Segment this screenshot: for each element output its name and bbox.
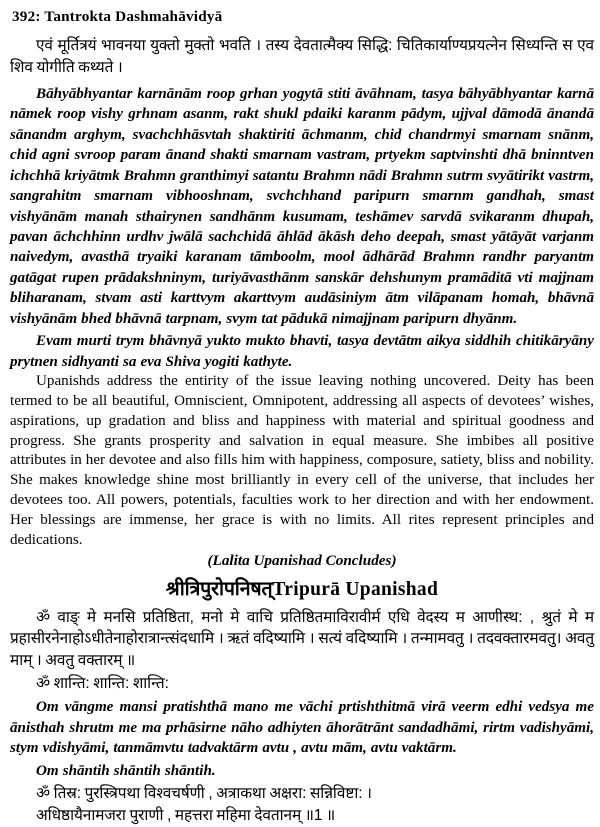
section-heading-tripura-upanishad — [10, 573, 594, 603]
sanskrit-line-shanti-triple: ॐ शान्ति: शान्ति: शान्ति: — [36, 675, 169, 693]
section-heading-latin: Tripurā Upanishad — [272, 578, 439, 600]
sanskrit-paragraph-shanti-mantra: ॐ वाङ् मे मनसि प्रतिष्ठिता, मनो मे वाचि प्रतिष्ठितमाविरावीर्म एधि वेदस्य म आणीस्थ: , श्रुतं मे म प्रहासीरनेनाहोऽधीतेनाहोरात्रान्त्संदधामि । ऋतं वदिष्यामि । सत्यं वदिष्यामि । तन्मामवतु । तदवक्तारमवतु। अवतु माम् । अवतु वक्तारम् ॥ — [10, 608, 594, 669]
transliteration-line-shanti-triple: Om shāntih shāntih shāntih. — [36, 762, 216, 779]
running-head-title: Tantrokta Dashmahāvidyā — [44, 8, 223, 25]
transliteration-paragraph-lalita-closing: Evam murti trym bhāvnyā yukto mukto bhavti, tasya devtātm aikya siddhih chitikāryāny prytnen sidhyanti sa eva Shiva yogiti kathyte. — [10, 333, 594, 370]
running-head-separator: : — [35, 8, 41, 25]
running-head — [12, 8, 594, 26]
section-heading-devanagari: श्रीत्रिपुरोपनिषत् — [165, 577, 273, 600]
upanishad-concludes-note: (Lalita Upanishad Concludes) — [207, 551, 397, 569]
english-commentary-paragraph: Upanishds address the entirity of the issue leaving nothing uncovered. Deity has been termed to be all beautiful, Omniscient, Omnipotent, addressing all aspects of devotees’ wishes, aspirations, up gradation and bliss and happiness with material and spiritual goodness and progress. She grants prosperity and salvation in equal measure. She imbibes all positive attributes in her devotee and also fills him with happiness, composure, satiety, bliss and nobility. She makes knowledge shine most brilliantly in every cell of the universe, that includes her devotees too. All powers, potentials, faculties work to her direction and with her endowment. Her blessings are immense, her grace is with no limits. All rites represent principles and dedications. — [10, 373, 594, 548]
transliteration-paragraph-lalita-main: Bāhyābhyantar karnānām roop grhan yogytā stiti āvāhnam, tasya bāhyābhyantar karnā nāmek roop vishy grhnam asanm, rakt shukl pdaiki karanm pādym, ujjval dāmodā ānandā sānandm arghym, svachchhāsvtah shaktiriti āchmanm, chid chandrmyi smarnam snānm, chid agni svroop param ānand shakti smarnam vastram, prtyekm saptvinshti dhā bninntven ichchhā kriyātmk Brahmn granthimyi satantu Brahmn nādi Brahmn sutrm svyātirikt vastrm, sangrahitm smarnam vibhooshnam, svchchhand paripurn smarnm gandhah, smast vishyānām manah sthairynen sandhānm kusumam, teshāmev sarvdā svikaranm dhupah, pavan āchchhinn urdhv jwālā sachchidā āhlād ākāsh deho deepah, smast yātāyāt varjanm naivedym, avasthā tryaiki karanam tāmboolm, mool ādhārād Brahmn randhr paryantm gatāgat rupen prādakshninym, turiyāvasthānm sanskār dehshunym pramāditā vti majjnam bliharanam, stvam asti karttvym akarttvym audāsiniym ātm vilāpanam homah, bhāvnā vishyānām bhed bhāvnā tarpnam, svym tat pādukā nimajjnam paripurn dhyānm. — [10, 85, 594, 327]
transliteration-paragraph-shanti-mantra: Om vāngme mansi pratishthā mano me vāchi prtishthitmā virā veerm edhi vedsya me ānisthah shrutm me ma prhāsirne nāho adhiyten āhorātrānt sandadhāmi, rirtm vadishyāmi, stym vdishyāmi, tanmāmvtu tadvaktārm avtu , avtu mām, avtu vaktārm. — [10, 699, 594, 757]
page-number: 392 — [12, 8, 36, 25]
sanskrit-paragraph-lalita-closing: एवं मूर्तित्रयं भावनया युक्तो मुक्तो भवति । तस्य देवतात्मैक्य सिद्धि: चितिकार्याण्यप्रयत्नेन सिध्यन्ति स एव शिव योगीति कथ्यते । — [10, 37, 594, 77]
sanskrit-verse-1-line-1: ॐ तिस्र: पुरस्त्रिपथा विश्वचर्षणी , अत्राकथा अक्षरा: सन्निविष्टा: । — [36, 785, 372, 803]
sanskrit-verse-1-line-2: अधिष्ठायैनामजरा पुराणी , महत्तरा महिमा देवतानम् ॥1 ॥ — [36, 806, 336, 824]
